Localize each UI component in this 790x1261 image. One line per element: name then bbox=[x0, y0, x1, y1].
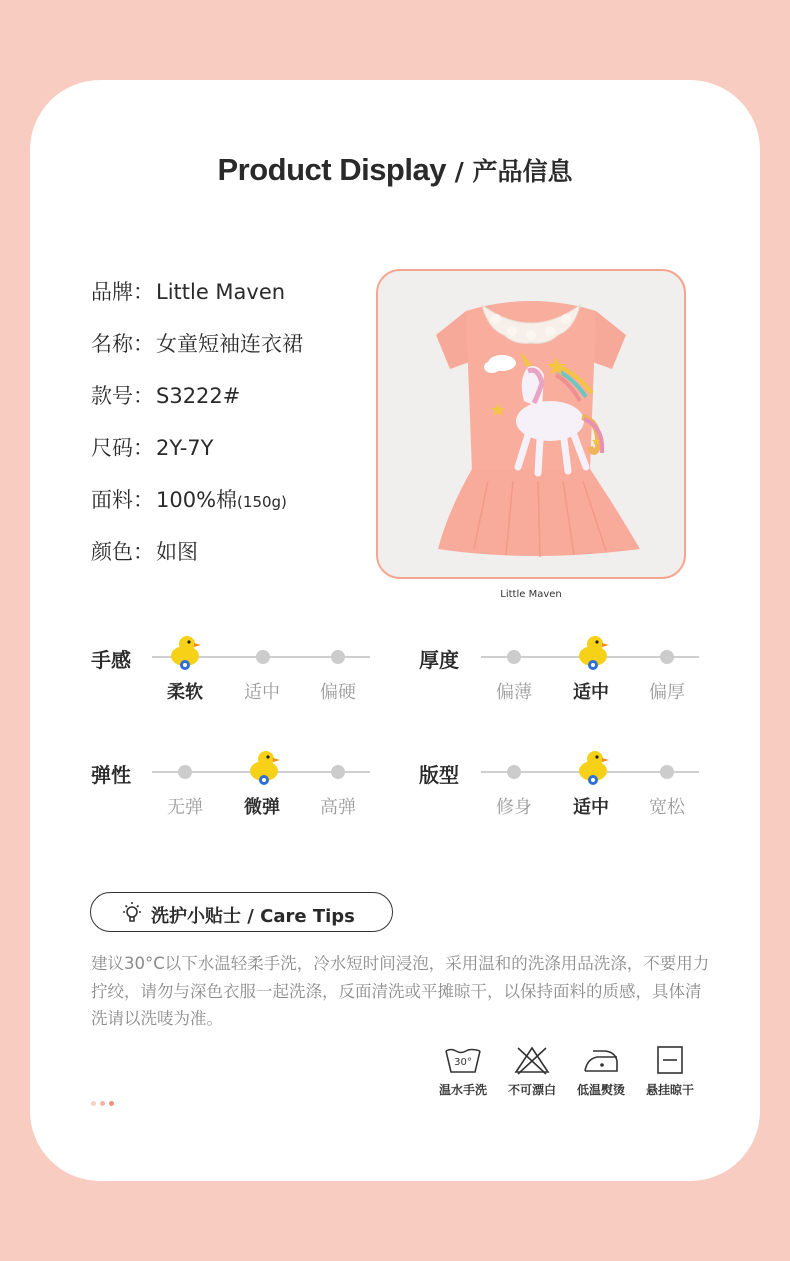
spec-value: 如图 bbox=[156, 540, 198, 564]
attribute-option: 无弹 bbox=[167, 797, 203, 818]
attribute-option: 适中 bbox=[573, 797, 609, 818]
pagination-dots bbox=[91, 1091, 118, 1110]
spec-value: Little Maven bbox=[156, 280, 286, 304]
attribute-label-fit: 版型 bbox=[419, 763, 459, 787]
attribute-option: 修身 bbox=[496, 797, 532, 818]
attribute-dot bbox=[507, 650, 521, 664]
spec-value: 女童短袖连衣裙 bbox=[156, 332, 303, 356]
care-item-low-iron bbox=[568, 1045, 634, 1098]
title-chinese: / 产品信息 bbox=[445, 157, 573, 186]
spec-key: 名称： bbox=[91, 332, 154, 356]
duck-marker-icon bbox=[246, 747, 282, 787]
attribute-option: 柔软 bbox=[167, 682, 203, 703]
spec-value: 100%棉 bbox=[156, 488, 238, 512]
attribute-label-handfeel: 手感 bbox=[91, 648, 131, 672]
product-photo bbox=[376, 269, 686, 579]
spec-key: 尺码： bbox=[91, 436, 154, 460]
spec-size bbox=[91, 432, 213, 462]
attribute-option: 偏薄 bbox=[496, 682, 532, 703]
spec-name bbox=[91, 328, 303, 358]
spec-key: 款号： bbox=[91, 384, 154, 408]
duck-marker-icon bbox=[575, 747, 611, 787]
no-bleach-icon bbox=[512, 1045, 552, 1075]
spec-key: 面料： bbox=[91, 488, 154, 512]
care-item-label: 温水手洗 bbox=[438, 1083, 487, 1097]
lightbulb-icon bbox=[121, 901, 143, 925]
dress-illustration bbox=[378, 271, 684, 577]
duck-marker-icon bbox=[575, 632, 611, 672]
dot bbox=[109, 1101, 114, 1106]
attribute-option: 偏硬 bbox=[320, 682, 356, 703]
attribute-dot bbox=[507, 765, 521, 779]
attribute-dot bbox=[660, 765, 674, 779]
attribute-option: 适中 bbox=[573, 682, 609, 703]
iron-low-icon bbox=[581, 1045, 621, 1075]
attribute-option: 高弹 bbox=[320, 797, 356, 818]
spec-style-number bbox=[91, 380, 240, 410]
attribute-option: 偏厚 bbox=[649, 682, 685, 703]
spec-brand bbox=[91, 276, 285, 306]
attribute-dot bbox=[256, 650, 270, 664]
hang-dry-icon bbox=[650, 1045, 690, 1075]
dot bbox=[100, 1101, 105, 1106]
spec-key: 颜色： bbox=[91, 540, 154, 564]
attribute-option: 适中 bbox=[244, 682, 280, 703]
spec-sub: (150g) bbox=[237, 493, 287, 511]
attribute-dot bbox=[178, 765, 192, 779]
dot bbox=[91, 1101, 96, 1106]
duck-marker-icon bbox=[167, 632, 203, 672]
care-tips-heading bbox=[90, 892, 393, 932]
attribute-dot bbox=[331, 650, 345, 664]
spec-color bbox=[91, 536, 198, 566]
attribute-dot bbox=[331, 765, 345, 779]
attribute-label-thickness: 厚度 bbox=[419, 648, 459, 672]
spec-key: 品牌： bbox=[91, 280, 154, 304]
care-item-hang-dry bbox=[637, 1045, 703, 1098]
spec-value: S3222# bbox=[156, 384, 241, 408]
care-item-label: 低温熨烫 bbox=[576, 1083, 625, 1097]
title-english: Product Display bbox=[217, 152, 446, 187]
svg-text:30°: 30° bbox=[454, 1057, 472, 1068]
attribute-option: 宽松 bbox=[649, 797, 685, 818]
care-description: 建议30°C以下水温轻柔手洗，冷水短时间浸泡，采用温和的洗涤用品洗涤，不要用力拧绞，请勿与深色衣服一起洗涤，反面清洗或平摊晾干，以保持面料的质感，具体清洗请以洗唛为准。 bbox=[91, 954, 710, 1028]
attribute-label-elasticity: 弹性 bbox=[91, 763, 131, 787]
attribute-option: 微弹 bbox=[244, 797, 280, 818]
care-item-hand-wash bbox=[430, 1045, 496, 1098]
wash-30-icon bbox=[443, 1045, 483, 1075]
care-item-label: 悬挂晾干 bbox=[645, 1083, 694, 1097]
spec-fabric bbox=[91, 484, 287, 514]
attribute-dot bbox=[660, 650, 674, 664]
spec-value: 2Y-7Y bbox=[156, 436, 214, 460]
photo-caption: Little Maven bbox=[500, 589, 562, 600]
care-heading-text: 洗护小贴士 / Care Tips bbox=[151, 906, 355, 927]
page-title bbox=[0, 152, 790, 188]
care-item-label: 不可漂白 bbox=[507, 1083, 556, 1097]
care-item-no-bleach bbox=[499, 1045, 565, 1098]
